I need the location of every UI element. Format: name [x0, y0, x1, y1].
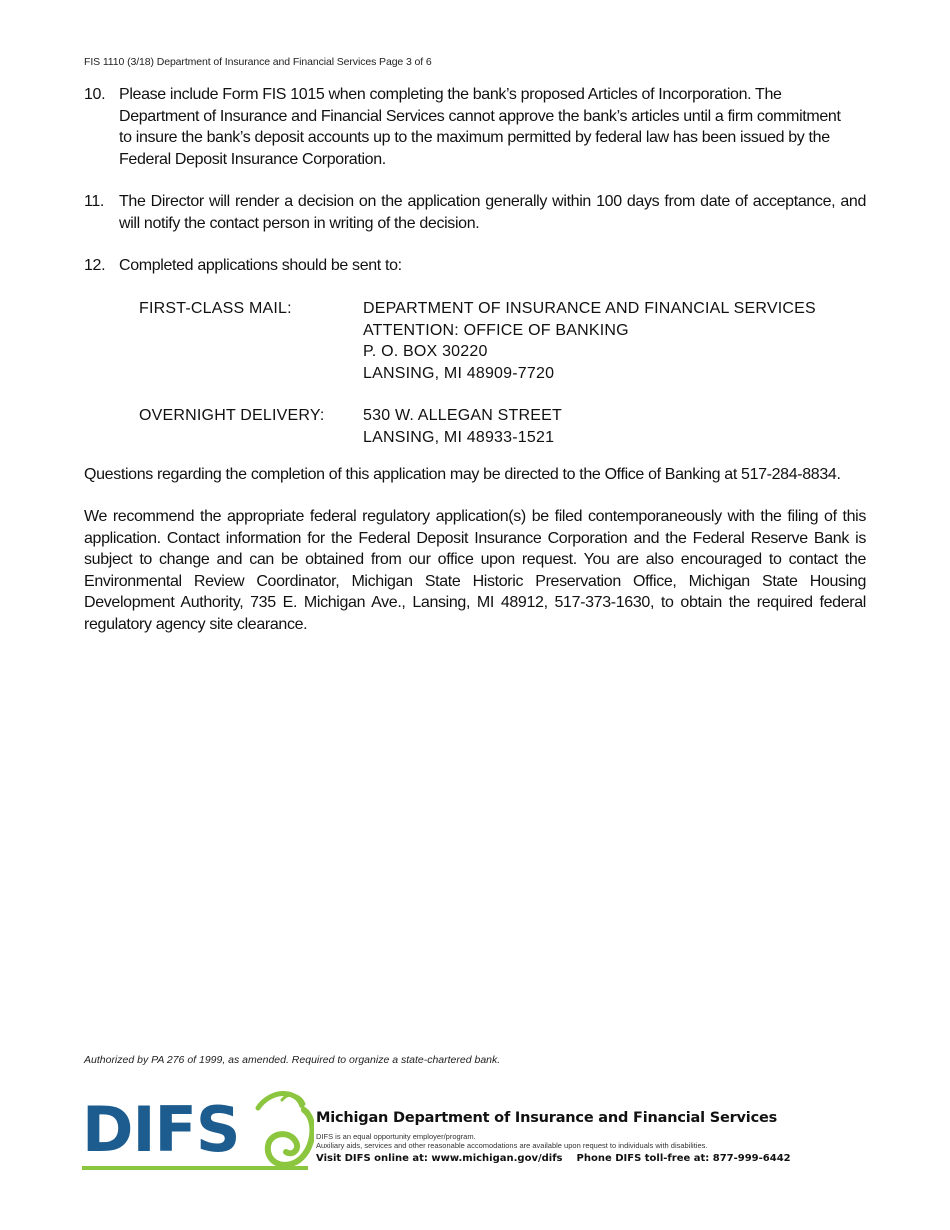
address-line: DEPARTMENT OF INSURANCE AND FINANCIAL SERVICES	[363, 300, 816, 317]
address-line: P. O. BOX 30220	[363, 343, 488, 360]
item-text: The Director will render a decision on the application generally within 100 days from date of acceptance, and will notify the contact person in writing of the decision.	[119, 193, 866, 232]
address-lines	[363, 405, 562, 448]
item-line: Please include Form FIS 1015 when completing the bank’s proposed Articles of Incorporation. The	[119, 86, 782, 103]
list-item-12	[84, 255, 866, 277]
authorization-note: Authorized by PA 276 of 1999, as amended. Required to organize a state-chartered bank.	[84, 1054, 501, 1066]
logo-underline	[82, 1166, 308, 1170]
item-number: 12.	[84, 257, 106, 274]
address-lines	[363, 298, 816, 384]
list-item-10	[84, 84, 866, 170]
item-number: 11.	[84, 193, 105, 210]
item-line: Department of Insurance and Financial Services cannot approve the bank’s articles until a firm commitment	[119, 107, 841, 125]
questions-paragraph: Questions regarding the completion of this application may be directed to the Office of Banking at 517-284-8834.	[84, 466, 841, 483]
org-name: Michigan Department of Insurance and Financial Services	[316, 1110, 778, 1126]
list-item-11	[84, 191, 866, 234]
address-line: LANSING, MI 48909-7720	[363, 364, 555, 382]
form-header: FIS 1110 (3/18) Department of Insurance and Financial Services Page 3 of 6	[84, 56, 432, 68]
recommendation-paragraph: We recommend the appropriate federal regulatory application(s) be filed contemporaneously with the filing of this application. Contact information for the Federal Deposit Insurance Corporation and the Federal Reserve Bank is subject to change and can be obtained from our office upon request. You are also encouraged to contact the Environmental Review Coordinator, Michigan State Historic Preservation Office, Michigan State Housing Development Authority, 735 E. Michigan Ave., Lansing, MI 48912, 517-373-1630, to obtain the required federal regulatory agency site clearance.	[84, 508, 866, 633]
logo-wordmark: DIFS	[82, 1093, 240, 1166]
item-number: 10.	[84, 86, 106, 103]
item-text: Completed applications should be sent to:	[119, 257, 402, 274]
logo-leaf-icon	[82, 1090, 314, 1176]
address-line: LANSING, MI 48933-1521	[363, 428, 555, 446]
address-label: FIRST-CLASS MAIL:	[139, 300, 292, 317]
address-line: ATTENTION: OFFICE OF BANKING	[363, 321, 629, 339]
item-line: to insure the bank’s deposit accounts up to the maximum permitted by federal law has been issued by the	[119, 129, 830, 146]
address-line: 530 W. ALLEGAN STREET	[363, 407, 562, 424]
item-line: Federal Deposit Insurance Corporation.	[119, 150, 386, 168]
phone-number: Phone DIFS toll-free at: 877-999-6442	[576, 1153, 791, 1164]
address-label: OVERNIGHT DELIVERY:	[139, 407, 325, 424]
org-info	[316, 1110, 791, 1164]
website-link[interactable]: Visit DIFS online at: www.michigan.gov/difs	[316, 1153, 563, 1164]
auxiliary-aids-note: Auxiliary aids, services and other reasonable accomodations are available upon request to individuals with disabilities.	[316, 1141, 708, 1150]
difs-logo	[82, 1090, 314, 1176]
equal-opportunity-note: DIFS is an equal opportunity employer/program.	[316, 1132, 476, 1141]
contact-line	[316, 1153, 791, 1164]
item-text	[119, 84, 866, 170]
